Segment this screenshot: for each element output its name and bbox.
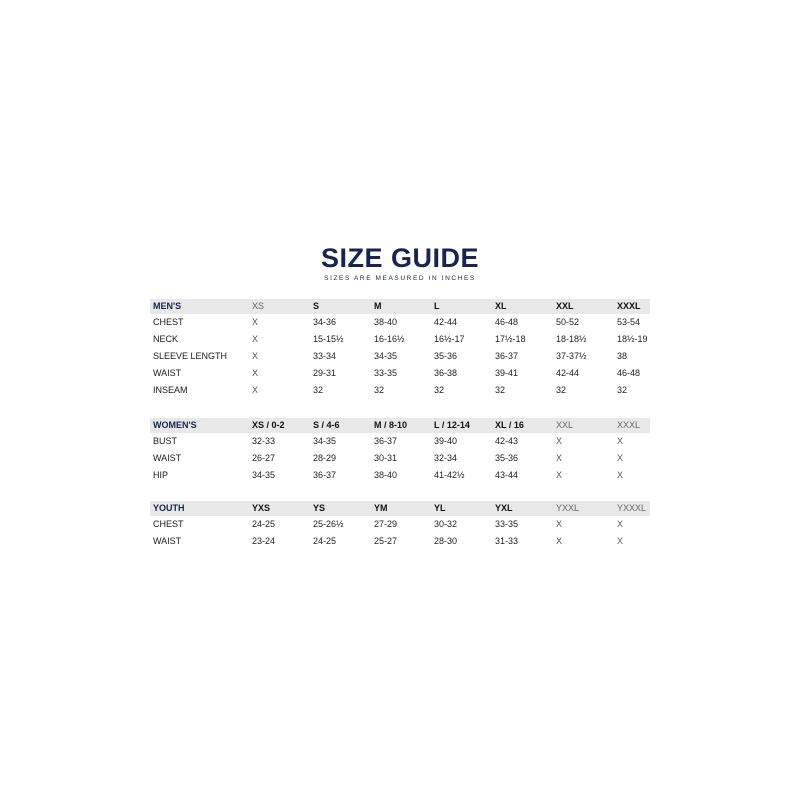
measurement-label: HIP [153, 470, 169, 480]
measurement-value: X [617, 453, 624, 463]
page-subtitle: SIZES ARE MEASURED IN INCHES [324, 275, 476, 282]
size-header: XXXL [617, 420, 641, 430]
measurement-value: 30-31 [374, 453, 398, 463]
measurement-value: 35-36 [495, 453, 519, 463]
size-header: XXL [556, 420, 574, 430]
measurement-value: 32-33 [252, 436, 276, 446]
measurement-value: 18½-19 [617, 334, 648, 344]
size-header: S / 4-6 [313, 420, 340, 430]
measurement-value: 42-44 [434, 317, 458, 327]
measurement-value: 25-27 [374, 536, 398, 546]
measurement-value: X [252, 317, 259, 327]
measurement-value: 32 [556, 385, 567, 395]
table-row [150, 365, 650, 382]
measurement-value: 31-33 [495, 536, 519, 546]
measurement-label: WAIST [153, 536, 182, 546]
measurement-value: 18-18½ [556, 334, 587, 344]
measurement-value: 34-36 [313, 317, 337, 327]
measurement-value: 16½-17 [434, 334, 465, 344]
table-row [150, 331, 650, 348]
measurement-value: 29-31 [313, 368, 337, 378]
measurement-value: 46-48 [617, 368, 641, 378]
measurement-value: 25-26½ [313, 519, 344, 529]
measurement-value: 36-37 [495, 351, 519, 361]
section-title: YOUTH [153, 503, 185, 513]
measurement-value: 33-34 [313, 351, 337, 361]
table-row [150, 450, 650, 467]
measurement-value: 34-35 [252, 470, 276, 480]
table-row [150, 433, 650, 450]
measurement-value: 32 [374, 385, 385, 395]
measurement-value: 34-35 [374, 351, 398, 361]
measurement-label: NECK [153, 334, 179, 344]
measurement-value: 36-38 [434, 368, 458, 378]
measurement-value: 33-35 [374, 368, 398, 378]
size-header: YS [313, 503, 326, 513]
measurement-label: WAIST [153, 368, 182, 378]
measurement-value: X [617, 519, 624, 529]
measurement-value: X [617, 536, 624, 546]
table-header-row [150, 299, 650, 314]
measurement-value: 32 [617, 385, 628, 395]
measurement-value: 32-34 [434, 453, 458, 463]
measurement-value: 24-25 [252, 519, 276, 529]
size-header: M / 8-10 [374, 420, 408, 430]
measurement-value: 26-27 [252, 453, 276, 463]
size-header: YXXXL [617, 503, 647, 513]
measurement-value: 17½-18 [495, 334, 526, 344]
measurement-value: X [556, 436, 563, 446]
measurement-value: 16-16½ [374, 334, 405, 344]
measurement-label: BUST [153, 436, 178, 446]
measurement-value: 34-35 [313, 436, 337, 446]
measurement-value: 46-48 [495, 317, 519, 327]
size-header: YL [434, 503, 446, 513]
measurement-value: X [252, 334, 259, 344]
size-header: S [313, 301, 320, 311]
size-header: YXXL [556, 503, 580, 513]
measurement-value: 42-43 [495, 436, 519, 446]
table-row [150, 516, 650, 533]
size-header: L / 12-14 [434, 420, 470, 430]
size-header: L [434, 301, 440, 311]
mens-size-table [150, 299, 650, 399]
measurement-value: 30-32 [434, 519, 458, 529]
size-header: YXS [252, 503, 271, 513]
measurement-value: 32 [313, 385, 324, 395]
table-header-row [150, 501, 650, 516]
section-title: WOMEN'S [153, 420, 197, 430]
measurement-value: 36-37 [374, 436, 398, 446]
measurement-value: 50-52 [556, 317, 580, 327]
measurement-value: 24-25 [313, 536, 337, 546]
measurement-value: 32 [495, 385, 506, 395]
measurement-value: 39-40 [434, 436, 458, 446]
measurement-value: X [252, 385, 259, 395]
measurement-value: X [252, 351, 259, 361]
measurement-value: 32 [434, 385, 445, 395]
youth-size-table [150, 501, 650, 550]
measurement-value: X [617, 436, 624, 446]
measurement-value: X [556, 470, 563, 480]
size-header: XL / 16 [495, 420, 524, 430]
measurement-value: X [556, 453, 563, 463]
measurement-value: X [556, 519, 563, 529]
womens-size-table [150, 418, 650, 484]
measurement-value: 38-40 [374, 317, 398, 327]
measurement-value: 53-54 [617, 317, 641, 327]
size-header: XL [495, 301, 507, 311]
table-row [150, 467, 650, 484]
table-row [150, 533, 650, 550]
size-header: XXL [556, 301, 574, 311]
measurement-value: 35-36 [434, 351, 458, 361]
size-header: YXL [495, 503, 513, 513]
measurement-label: INSEAM [153, 385, 188, 395]
measurement-value: 41-42½ [434, 470, 465, 480]
measurement-value: 38 [617, 351, 628, 361]
measurement-label: CHEST [153, 519, 184, 529]
measurement-value: 27-29 [374, 519, 398, 529]
size-header: XS / 0-2 [252, 420, 285, 430]
measurement-value: X [252, 368, 259, 378]
table-row [150, 314, 650, 331]
section-title: MEN'S [153, 301, 182, 311]
size-header: M [374, 301, 382, 311]
measurement-value: 42-44 [556, 368, 580, 378]
measurement-value: 36-37 [313, 470, 337, 480]
measurement-label: CHEST [153, 317, 184, 327]
measurement-value: X [617, 470, 624, 480]
table-row [150, 348, 650, 365]
table-header-row [150, 418, 650, 433]
page-title: SIZE GUIDE [320, 243, 480, 273]
size-header: XS [252, 301, 265, 311]
measurement-value: X [556, 536, 563, 546]
measurement-value: 43-44 [495, 470, 519, 480]
measurement-label: WAIST [153, 453, 182, 463]
size-header: XXXL [617, 301, 641, 311]
size-header: YM [374, 503, 388, 513]
table-row [150, 382, 650, 399]
measurement-value: 38-40 [374, 470, 398, 480]
measurement-value: 23-24 [252, 536, 276, 546]
measurement-label: SLEEVE LENGTH [153, 351, 228, 361]
measurement-value: 28-29 [313, 453, 337, 463]
measurement-value: 15-15½ [313, 334, 344, 344]
measurement-value: 33-35 [495, 519, 519, 529]
measurement-value: 39-41 [495, 368, 519, 378]
measurement-value: 37-37½ [556, 351, 587, 361]
measurement-value: 28-30 [434, 536, 458, 546]
